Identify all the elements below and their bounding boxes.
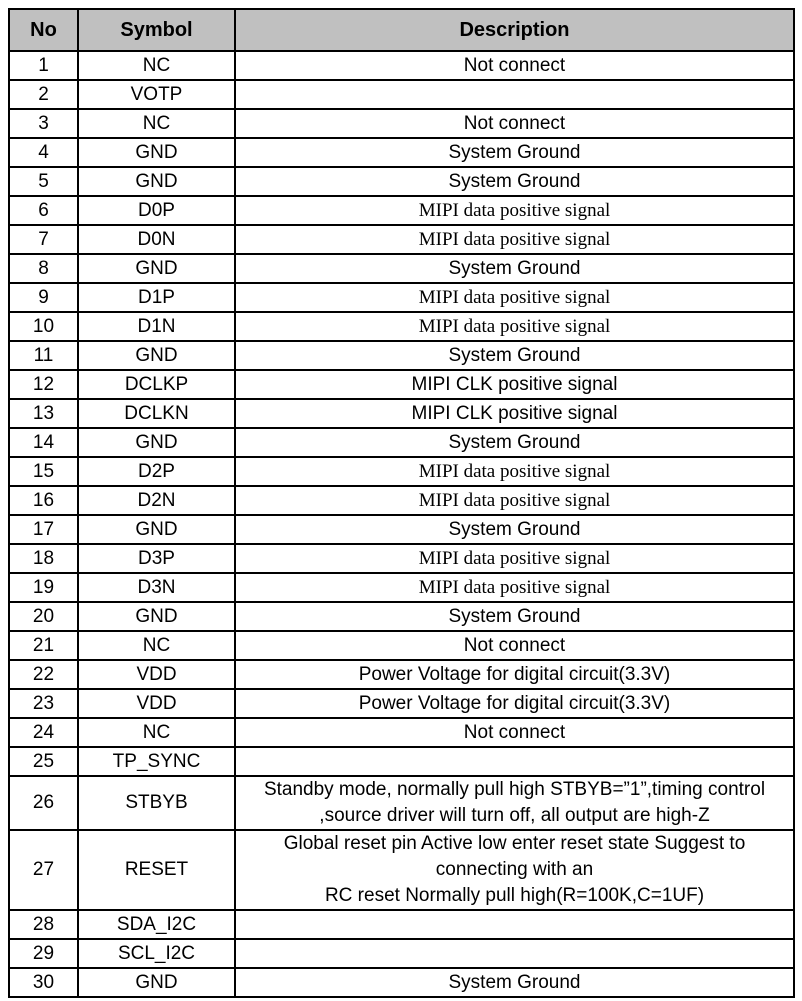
pin-no-cell: 5 (9, 167, 78, 196)
header-symbol: Symbol (78, 9, 235, 51)
table-row (9, 457, 794, 486)
table-row (9, 312, 794, 341)
pin-no-cell: 6 (9, 196, 78, 225)
pin-description-cell: Not connect (235, 631, 794, 660)
pin-no-cell: 17 (9, 515, 78, 544)
table-row (9, 167, 794, 196)
pin-no-cell: 10 (9, 312, 78, 341)
pin-description-cell: System Ground (235, 428, 794, 457)
pin-symbol-cell: GND (78, 341, 235, 370)
pin-symbol-cell: D1P (78, 283, 235, 312)
pin-no-cell: 3 (9, 109, 78, 138)
pin-symbol-cell: GND (78, 428, 235, 457)
pin-description-cell: Not connect (235, 51, 794, 80)
pin-no-cell: 25 (9, 747, 78, 776)
pin-no-cell: 2 (9, 80, 78, 109)
pin-symbol-cell: TP_SYNC (78, 747, 235, 776)
pin-no-cell: 1 (9, 51, 78, 80)
pin-no-cell: 20 (9, 602, 78, 631)
table-row (9, 830, 794, 910)
pin-no-cell: 13 (9, 399, 78, 428)
pin-description-cell: MIPI CLK positive signal (235, 399, 794, 428)
pin-description-cell: Not connect (235, 109, 794, 138)
table-row (9, 718, 794, 747)
table-row (9, 80, 794, 109)
table-row (9, 225, 794, 254)
pin-description-cell: System Ground (235, 602, 794, 631)
table-row (9, 747, 794, 776)
pin-symbol-cell: GND (78, 167, 235, 196)
pin-symbol-cell: D3P (78, 544, 235, 573)
pin-no-cell: 16 (9, 486, 78, 515)
table-row (9, 573, 794, 602)
pin-description-cell: MIPI data positive signal (235, 312, 794, 341)
pin-no-cell: 7 (9, 225, 78, 254)
pin-symbol-cell: VOTP (78, 80, 235, 109)
pin-symbol-cell: GND (78, 602, 235, 631)
table-row (9, 689, 794, 718)
table-row (9, 254, 794, 283)
table-row (9, 631, 794, 660)
pin-symbol-cell: D0P (78, 196, 235, 225)
pin-no-cell: 4 (9, 138, 78, 167)
pin-symbol-cell: D1N (78, 312, 235, 341)
table-body (9, 51, 794, 997)
pin-no-cell: 29 (9, 939, 78, 968)
pin-symbol-cell: GND (78, 254, 235, 283)
pin-no-cell: 24 (9, 718, 78, 747)
pin-description-cell: System Ground (235, 968, 794, 997)
pin-symbol-cell: D0N (78, 225, 235, 254)
pin-no-cell: 15 (9, 457, 78, 486)
pin-description-cell: System Ground (235, 341, 794, 370)
pin-symbol-cell: RESET (78, 830, 235, 910)
pin-description-cell: MIPI CLK positive signal (235, 370, 794, 399)
pin-description-cell: System Ground (235, 254, 794, 283)
table-row (9, 486, 794, 515)
table-row (9, 910, 794, 939)
pin-description-cell: MIPI data positive signal (235, 196, 794, 225)
pin-symbol-cell: NC (78, 718, 235, 747)
pin-symbol-cell: STBYB (78, 776, 235, 830)
table-row (9, 399, 794, 428)
pin-description-cell: MIPI data positive signal (235, 486, 794, 515)
pin-symbol-cell: NC (78, 631, 235, 660)
pin-description-cell: MIPI data positive signal (235, 283, 794, 312)
pin-description-cell: MIPI data positive signal (235, 225, 794, 254)
pin-description-cell: MIPI data positive signal (235, 573, 794, 602)
pin-no-cell: 26 (9, 776, 78, 830)
pin-symbol-cell: DCLKP (78, 370, 235, 399)
table-row (9, 196, 794, 225)
table-row (9, 370, 794, 399)
table-row (9, 544, 794, 573)
pin-no-cell: 23 (9, 689, 78, 718)
pin-no-cell: 18 (9, 544, 78, 573)
pin-symbol-cell: VDD (78, 660, 235, 689)
table-row (9, 602, 794, 631)
pin-description-cell: MIPI data positive signal (235, 544, 794, 573)
pin-no-cell: 11 (9, 341, 78, 370)
table-row (9, 515, 794, 544)
pin-description-cell (235, 939, 794, 968)
pin-description-cell: System Ground (235, 167, 794, 196)
pin-description-cell: Global reset pin Active low enter reset state Suggest to connecting with an RC reset Normally pull high(R=100K,C=1UF) (235, 830, 794, 910)
pin-description-cell: Not connect (235, 718, 794, 747)
pin-no-cell: 14 (9, 428, 78, 457)
pin-no-cell: 28 (9, 910, 78, 939)
pin-no-cell: 22 (9, 660, 78, 689)
pin-symbol-cell: SDA_I2C (78, 910, 235, 939)
pin-symbol-cell: SCL_I2C (78, 939, 235, 968)
pin-description-cell: Standby mode, normally pull high STBYB=”1”,timing control ,source driver will turn off, all output are high-Z (235, 776, 794, 830)
table-row (9, 968, 794, 997)
pin-no-cell: 8 (9, 254, 78, 283)
pin-description-cell: System Ground (235, 138, 794, 167)
table-row (9, 138, 794, 167)
pin-symbol-cell: D2P (78, 457, 235, 486)
header-no: No (9, 9, 78, 51)
pin-symbol-cell: GND (78, 968, 235, 997)
table-header-row (9, 9, 794, 51)
pin-description-table (8, 8, 795, 998)
pin-description-cell: Power Voltage for digital circuit(3.3V) (235, 689, 794, 718)
table-row (9, 341, 794, 370)
pin-no-cell: 12 (9, 370, 78, 399)
table-row (9, 939, 794, 968)
pin-symbol-cell: D3N (78, 573, 235, 602)
table-row (9, 776, 794, 830)
pin-symbol-cell: DCLKN (78, 399, 235, 428)
pin-no-cell: 27 (9, 830, 78, 910)
pin-no-cell: 19 (9, 573, 78, 602)
table-row (9, 283, 794, 312)
pin-symbol-cell: D2N (78, 486, 235, 515)
pin-description-cell: MIPI data positive signal (235, 457, 794, 486)
pin-description-cell (235, 910, 794, 939)
table-row (9, 51, 794, 80)
table-row (9, 660, 794, 689)
pin-symbol-cell: GND (78, 138, 235, 167)
pin-description-cell (235, 747, 794, 776)
pin-symbol-cell: NC (78, 109, 235, 138)
pin-symbol-cell: VDD (78, 689, 235, 718)
table-row (9, 428, 794, 457)
pin-symbol-cell: NC (78, 51, 235, 80)
pin-no-cell: 9 (9, 283, 78, 312)
pin-description-cell: System Ground (235, 515, 794, 544)
header-description: Description (235, 9, 794, 51)
pin-description-cell: Power Voltage for digital circuit(3.3V) (235, 660, 794, 689)
pin-no-cell: 21 (9, 631, 78, 660)
table-row (9, 109, 794, 138)
pin-no-cell: 30 (9, 968, 78, 997)
pin-symbol-cell: GND (78, 515, 235, 544)
pin-description-cell (235, 80, 794, 109)
